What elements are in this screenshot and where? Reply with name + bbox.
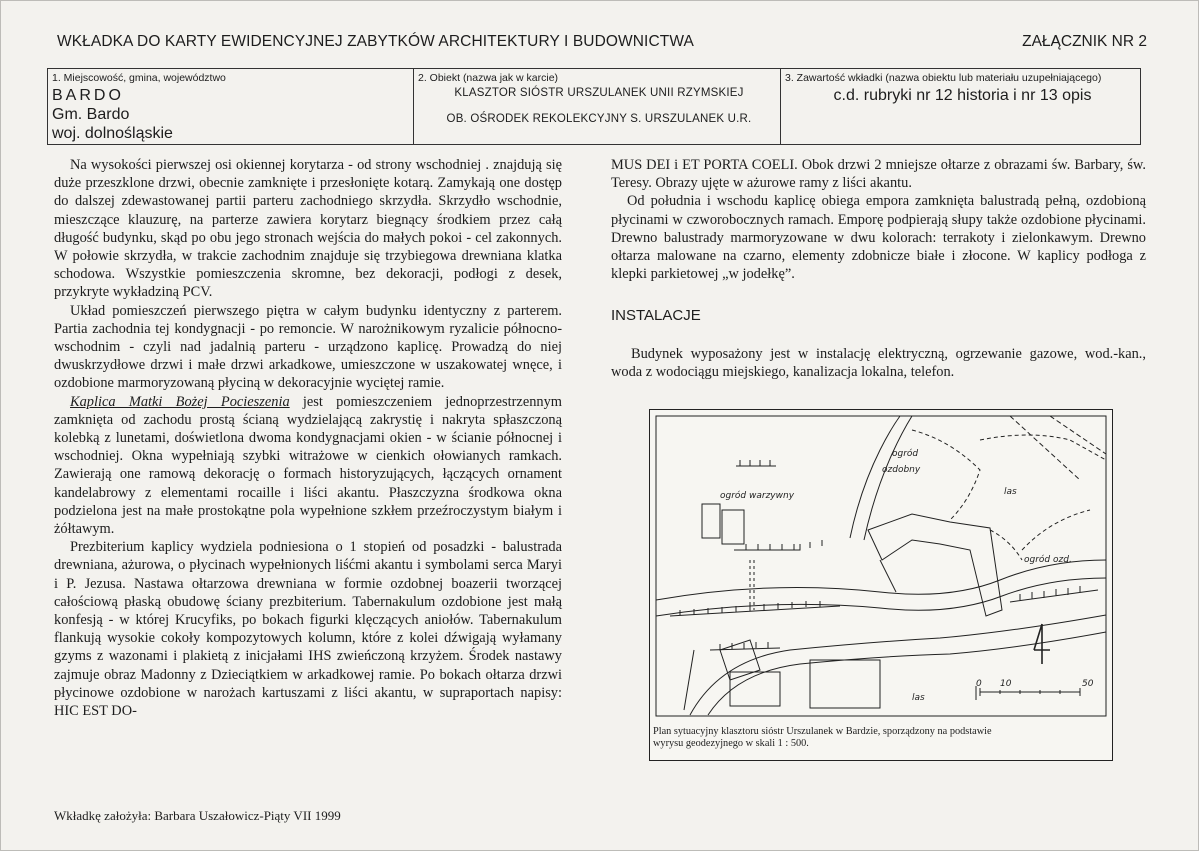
object-label: 2. Obiekt (nazwa jak w karcie) [418, 72, 559, 84]
left-text-column [54, 156, 562, 720]
label-vegetable-garden: ogród warzywny [720, 491, 795, 501]
scale-label-0: 0 [976, 679, 982, 689]
caption-line: Plan sytuacyjny klasztoru sióstr Urszulanek w Bardzie, sporządzony na podstawie [653, 726, 992, 737]
label-forest: las [1004, 487, 1017, 497]
outbuilding [810, 660, 880, 708]
form-title: WKŁADKA DO KARTY EWIDENCYJNEJ ZABYTKÓW ARCHITEKTURY I BUDOWNICTWA [57, 33, 694, 50]
content-cell [781, 69, 1140, 144]
location-label: 1. Miejscowość, gmina, województwo [52, 72, 226, 84]
forest-boundary [1010, 416, 1106, 480]
scale-label-50: 50 [1082, 679, 1094, 689]
object-name: KLASZTOR SIÓSTR URSZULANEK UNII RZYMSKIEJ [454, 87, 744, 99]
object-cell [414, 69, 781, 144]
fence [734, 540, 822, 550]
road-edge [656, 578, 1106, 616]
garden-boundary [980, 435, 1106, 460]
paragraph: Budynek wyposażony jest w instalację elektryczną, ogrzewanie gazowe, wod.-kan., woda z wodociągu miejskiego, kanalizacja lokalna, telefon. [611, 346, 1146, 381]
footer-author: Wkładkę założyła: Barbara Uszałowicz-Piąty VII 1999 [54, 808, 341, 823]
label-forest: las [912, 693, 925, 703]
convent-building [868, 514, 1002, 616]
paragraph: Prezbiterium kaplicy wydziela podniesiona o 1 stopień od posadzki - balustrada drewniana, ażurowa, o płycinach wypełnionych liśćmi akantu i symbolami serca Maryi i P. Jezusa. Nastawa ołtarzowa drewniana w formie ozdobnej boazerii tworzącej całościową płaską obudowę ściany prezbiterium. Tabernakulum ozdobione jest małą konfesją - w której Krucyfiks, po bokach figurki klęczących aniołów. Tabernakulum flankują wysokie cokoły kompozytowych kolumn, które z kolei dźwigają wyłamany gzyms z wazonami i plakietą z inicjałami IHS zwieńczoną krzyżem. Środek nastawy zajmuje obraz Madonny z Dzieciątkiem w arkadkowej ramie. Po bokach ołtarza drzwi płycinowe ozdobione w narożach kartuszami z liści akantu, w supraportach napisy: HIC EST DO- [54, 539, 562, 720]
outbuilding [722, 510, 744, 544]
paragraph: Od południa i wschodu kaplicę obiega empora zamknięta balustradą pełną, ozdobioną płycinami w czworobocznych ramach. Emporę podpierają słupy także ozdobione płycinami. Drewno balustrady marmoryzowane w dwu kolorach: terrakoty i zielonkawym. Drewno ołtarza malowane na czarno, elementy zdobnicze białe i złocone. W kaplicy podłoga z klepki parkietowej „w jodełkę”. [611, 193, 1146, 283]
north-mark: 4 [1034, 622, 1035, 623]
label-ornamental-garden: ozdobny [882, 465, 921, 475]
annex-number: ZAŁĄCZNIK NR 2 [1022, 33, 1147, 50]
label-ornamental-garden: ogród [892, 449, 919, 459]
label-ornamental-garden-short: ogród ozd. [1024, 555, 1072, 565]
content-label: 3. Zawartość wkładki (nazwa obiektu lub materiału uzupełniającego) [785, 72, 1102, 84]
north-arrow-icon [1034, 624, 1050, 664]
paragraph: Układ pomieszczeń pierwszego piętra w całym budynku identyczny z parterem. Partia zachodnia tej kondygnacji - po remoncie. W narożnikowym ryzalicie północno-wschodnim - czyli nad jadalnią parteru - urządzono kaplicę. Prowadzą do niej dwuskrzydłowe drzwi i małe drzwi arkadkowe, umieszczone w uszakowatej wnęce, i ozdobione marmoryzowaną płyciną w dekoracyjnie wyciętej ramie. [54, 302, 562, 392]
scale-bar [980, 688, 1080, 696]
site-plan-drawing [650, 410, 1112, 724]
map-inner-border [656, 416, 1106, 716]
building-wing [880, 560, 896, 592]
paragraph: Na wysokości pierwszej osi okiennej korytarza - od strony wschodniej . znajdują się duże przeszklone drzwi, obecnie zamknięte i przesłonięte kotarą. Zamykają one dostęp do dalszej zdewastowanej partii parteru zachodniego skrzydła. Skrzydło wschodnie, mieszczące klauzurę, na parterze zawiera korytarz biegnący środkiem przez całą długość budynku, skąd po obu jego stronach wejścia do małych pokoi - cel zakonnych. W połowie skrzydła, w trakcie zachodnim znajduje się trzybiegowa drewniana klatka schodowa. Wszystkie pomieszczenia skromne, bez dekoracji, podłogi z desek, przykryte wykładziną PCV. [54, 157, 562, 301]
fence [736, 460, 776, 466]
site-plan-caption [650, 726, 1112, 750]
road-edge [690, 615, 1106, 715]
info-table [47, 68, 1141, 145]
fence [684, 650, 694, 710]
town-name: BARDO [52, 87, 124, 104]
section-heading-installations: INSTALACJE [611, 307, 701, 324]
content-value: c.d. rubryki nr 12 historia i nr 13 opis [833, 87, 1092, 104]
garden-boundary [1022, 510, 1090, 550]
garden-boundary [990, 530, 1022, 560]
scale-label-10: 10 [1000, 679, 1012, 689]
commune-name: Gm. Bardo [52, 106, 130, 123]
path-edge [850, 416, 900, 538]
site-plan [649, 409, 1113, 761]
garden-boundary [912, 430, 980, 520]
paragraph [54, 393, 562, 539]
voivodeship-name: woj. dolnośląskie [52, 125, 173, 142]
right-text-column [611, 156, 1146, 283]
chapel-name: Kaplica Matki Bożej Pocieszenia [70, 393, 290, 410]
object-name-current: OB. OŚRODEK REKOLEKCYJNY S. URSZULANEK U.R. [446, 113, 752, 125]
fence [670, 601, 840, 616]
location-cell [48, 69, 414, 144]
paragraph: MUS DEI i ET PORTA COELI. Obok drzwi 2 mniejsze ołtarze z obrazami św. Barbary, św. Teresy. Obrazy ujęte w ażurowe ramy z liści akantu. [611, 157, 1146, 192]
fence [710, 642, 780, 650]
caption-line: wyrysu geodezyjnego w skali 1 : 500. [653, 738, 809, 749]
fence [1010, 586, 1098, 602]
outbuilding [702, 504, 720, 538]
paragraph-text: jest pomieszczeniem jednoprzestrzennym zamknięta od zachodu prostą ścianą wydzielającą zakrystię i nakryta spłaszczoną kolebką z lunetami, doświetlona dwoma kondygnacjami okien - w ścianie północnej i wschodniej. Okna wypełniają szybki witrażowe w cienkich ołowianych ramkach. Zawierają one ramową dekorację o formach historyzujących, łączących ornament kandelabrowy z elementami rocaille i liści akantu. Płaszczyzna środkowa okna podzielona jest na małe prostokątne pola wypełnione szkłem przeźroczystym białym i żółtawym. [54, 393, 562, 538]
installations-text [611, 345, 1146, 381]
garden-path [750, 560, 754, 610]
road-edge [656, 560, 1106, 600]
